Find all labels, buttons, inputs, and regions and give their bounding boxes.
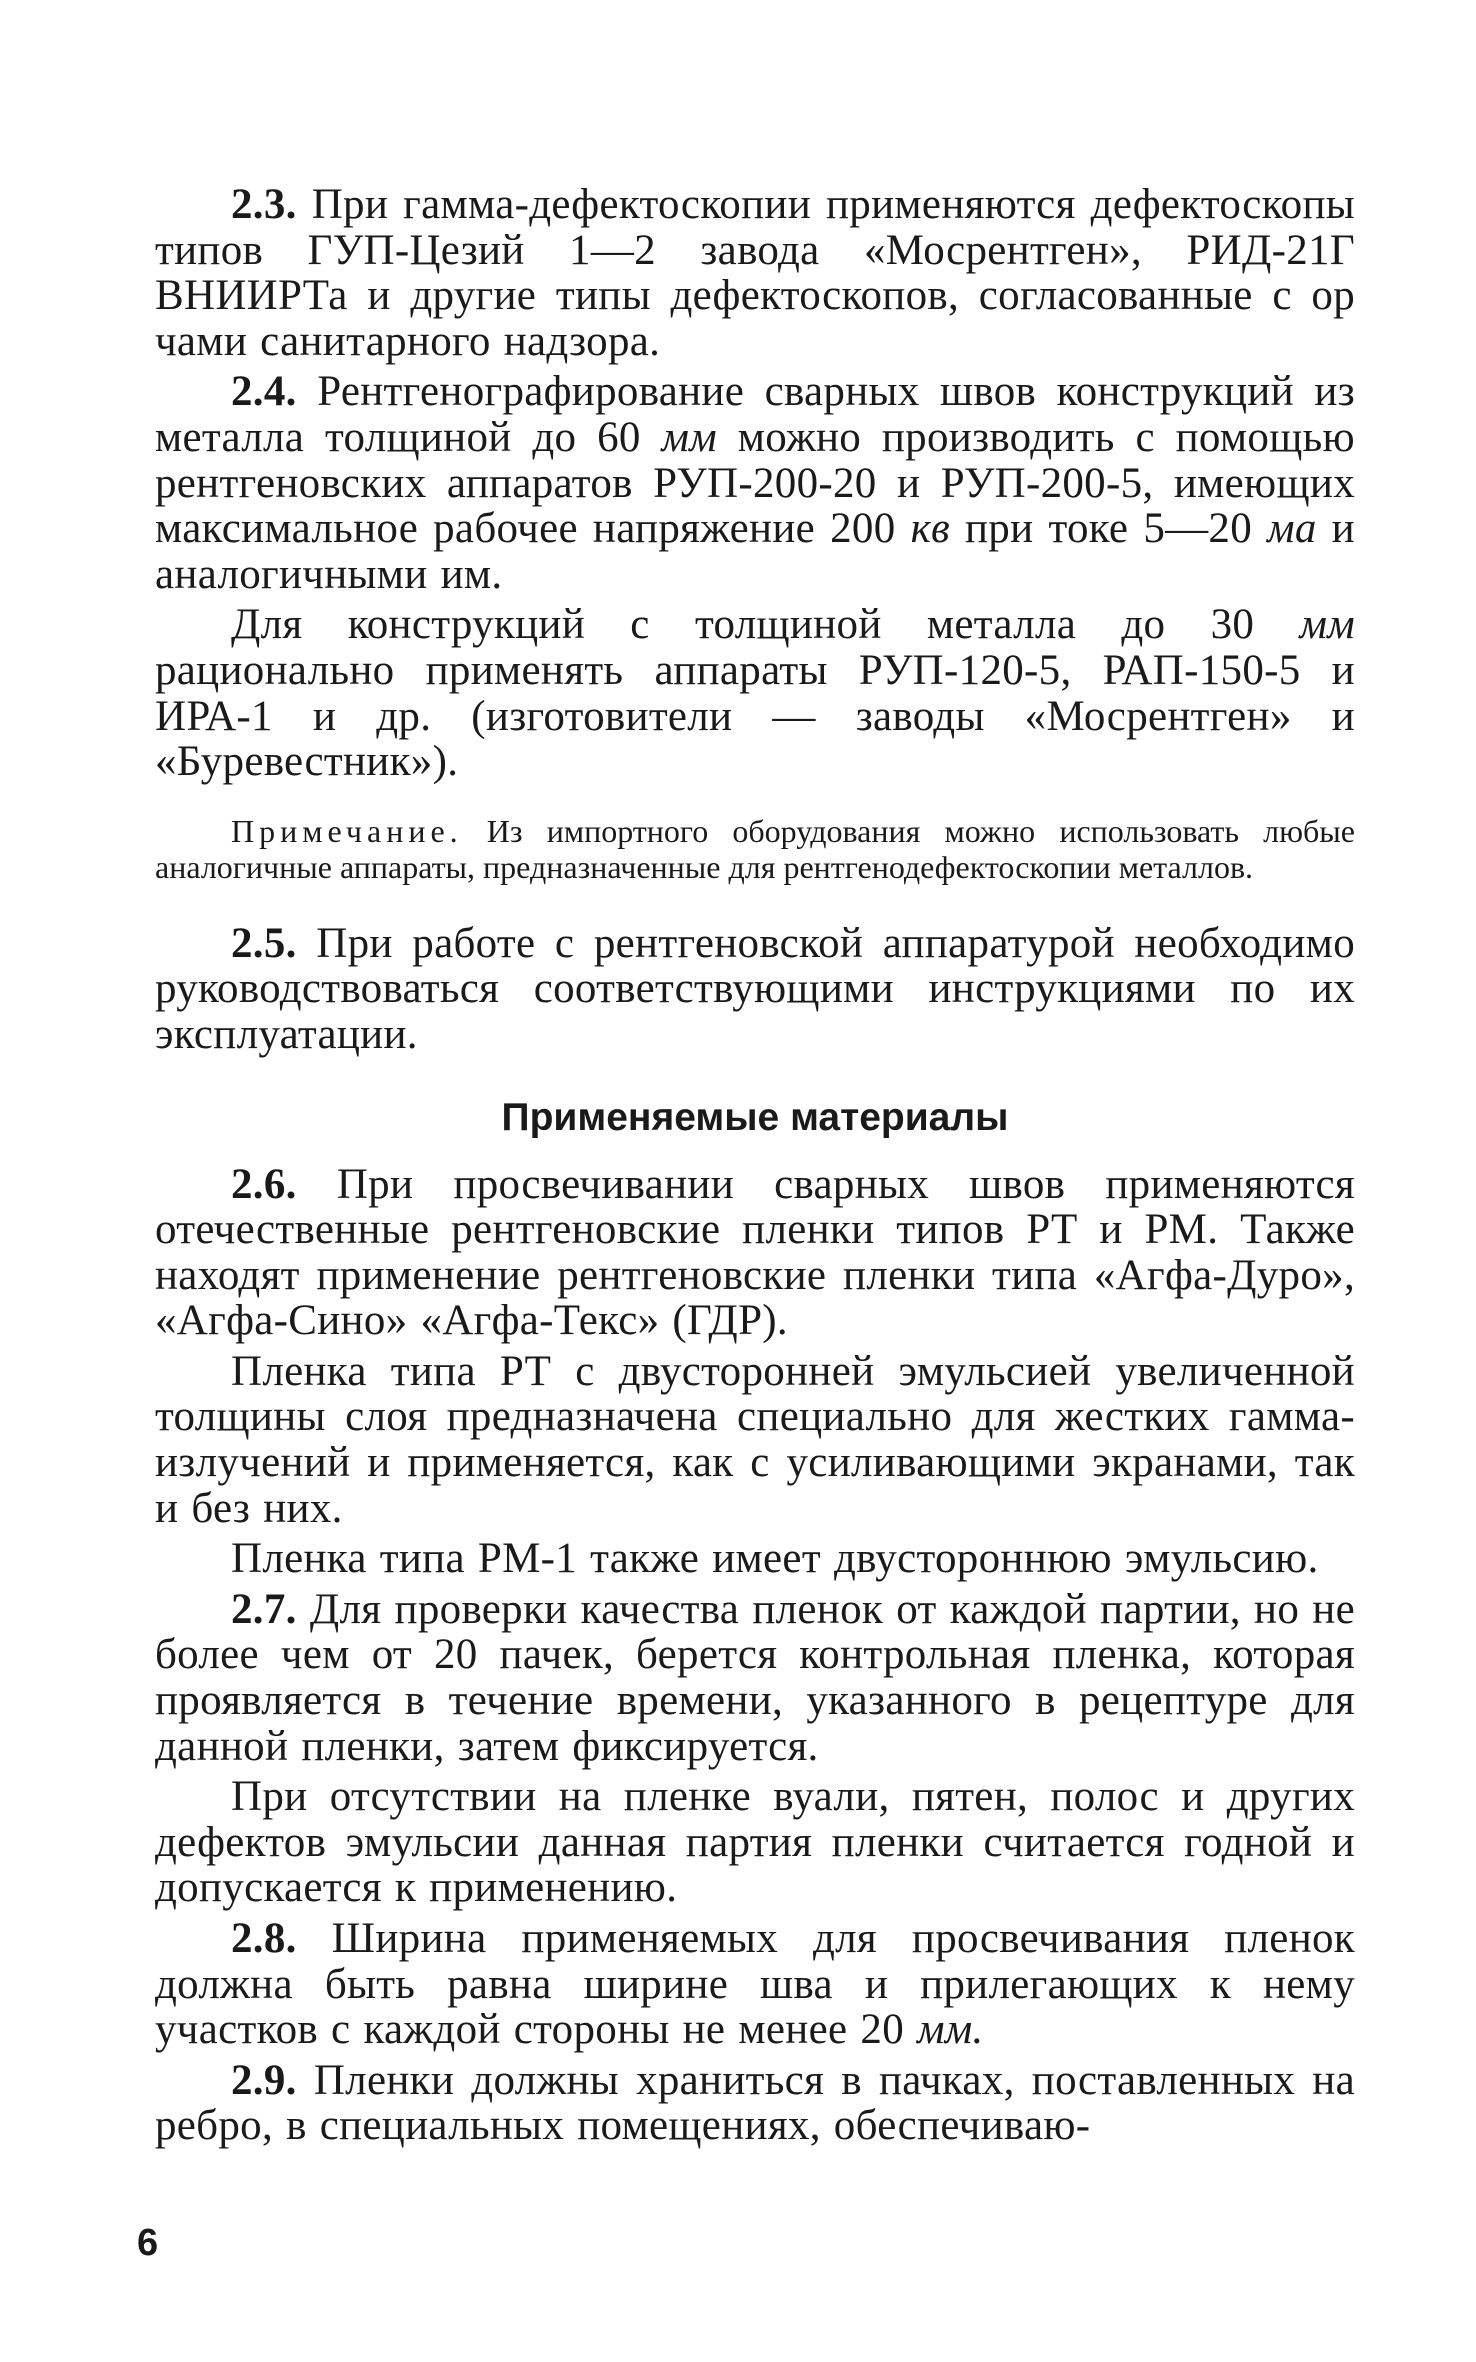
paragraph-2-4	[155, 369, 1355, 597]
note-text: Из импортного оборудования можно использовать любые аналогичные аппараты, предназначенные для рентгенодефектоскопии металлов.	[155, 812, 1356, 885]
clause-number: 2.5.	[231, 919, 297, 967]
paragraph-text: рационально применять аппараты РУП-120-5, РАП-150-5 и ИРА-1 и др. (изготовители — заводы «Мосрентген» и «Буревестник»).	[155, 646, 1355, 786]
paragraph-2-5	[155, 921, 1355, 1058]
unit-text: мм	[661, 413, 717, 461]
clause-number: 2.7.	[231, 1585, 297, 1633]
clause-number: 2.3.	[231, 181, 297, 228]
paragraph-text: Для конструкций с толщиной металла до 30	[231, 601, 1255, 649]
paragraph-2-7-continued: При отсутствии на пленке вуали, пятен, полос и других дефектов эмульсии данная партия пленки считается годной и допускается к применению.	[155, 1773, 1355, 1912]
document-page	[155, 182, 1355, 2154]
clause-number: 2.6.	[231, 1160, 297, 1208]
paragraph-text: Ширина применяемых для просвечивания пленок должна быть равна ширине шва и прилегающих к нему участков с каждой стороны не менее 20	[155, 1915, 1355, 2054]
clause-number: 2.8.	[231, 1915, 297, 1962]
note-paragraph	[155, 813, 1355, 885]
paragraph-text: При гамма-дефектоскопии применяются дефектоскопы типов ГУП-Цезий 1—2 завода «Мосрентген», РИД-21Г ВНИИРТа и другие типы дефектоскопов, согласованные с ор чами санитарного надзора.	[155, 181, 1355, 365]
paragraph-text: Пленки должны храниться в пачках, поставленных на ребро, в специальных помещениях, обеспечиваю-	[155, 2056, 1355, 2150]
paragraph-text: и аналогичными им.	[155, 505, 1355, 598]
paragraph-text: при токе 5—20	[965, 505, 1253, 553]
clause-number: 2.9.	[231, 2056, 297, 2104]
paragraph-2-3	[155, 182, 1355, 364]
clause-number: 2.4.	[231, 368, 297, 416]
paragraph-text: можно производить с помощью рентгеновских аппаратов РУП-200-20 и РУП-200-5, имеющих максимальное рабочее напряжение 200	[155, 413, 1355, 553]
paragraph-2-8	[155, 1916, 1355, 2053]
page-number: 6	[137, 2222, 159, 2264]
paragraph-2-6-film-rm: Пленка типа РМ-1 также имеет двустороннюю эмульсию.	[231, 1535, 1319, 1583]
paragraph-2-9	[155, 2058, 1355, 2149]
paragraph-2-6-film-rt: Пленка типа РТ с двусторонней эмульсией увеличенной толщины слоя предназначена специально для жестких гамма-излучений и применяется, как с усиливающими экранами, так и без них.	[155, 1347, 1355, 1532]
unit-text: ма	[1267, 505, 1317, 553]
unit-text: мм	[1299, 601, 1355, 649]
paragraph-2-7	[155, 1587, 1355, 1769]
unit-text: мм.	[917, 2006, 984, 2054]
paragraph-text: При просвечивании сварных швов применяются отечественные рентгеновские пленки типов РТ и РМ. Также находят применение рентгеновские пленки типа «Агфа-Дуро», «Агфа-Сино» «Агфа-Текс» (ГДР).	[155, 1160, 1355, 1345]
unit-text: кв	[910, 505, 950, 553]
paragraph-text: При работе с рентгеновской аппаратурой необходимо руководствоваться соответствующими инструкциями по их эксплуатации.	[155, 919, 1355, 1058]
paragraph-2-4-continued	[155, 602, 1355, 784]
paragraph-text: Для проверки качества пленок от каждой партии, но не более чем от 20 пачек, берется контрольная пленка, которая проявляется в течение времени, указанного в рецептуре для данной пленки, затем фиксируется.	[155, 1585, 1355, 1770]
paragraph-text: Рентгенографирование сварных швов конструкций из металла толщиной до 60	[155, 368, 1355, 461]
section-heading: Применяемые материалы	[501, 1095, 1009, 1139]
note-label: Примечание.	[231, 812, 463, 849]
paragraph-2-6	[155, 1162, 1355, 1344]
